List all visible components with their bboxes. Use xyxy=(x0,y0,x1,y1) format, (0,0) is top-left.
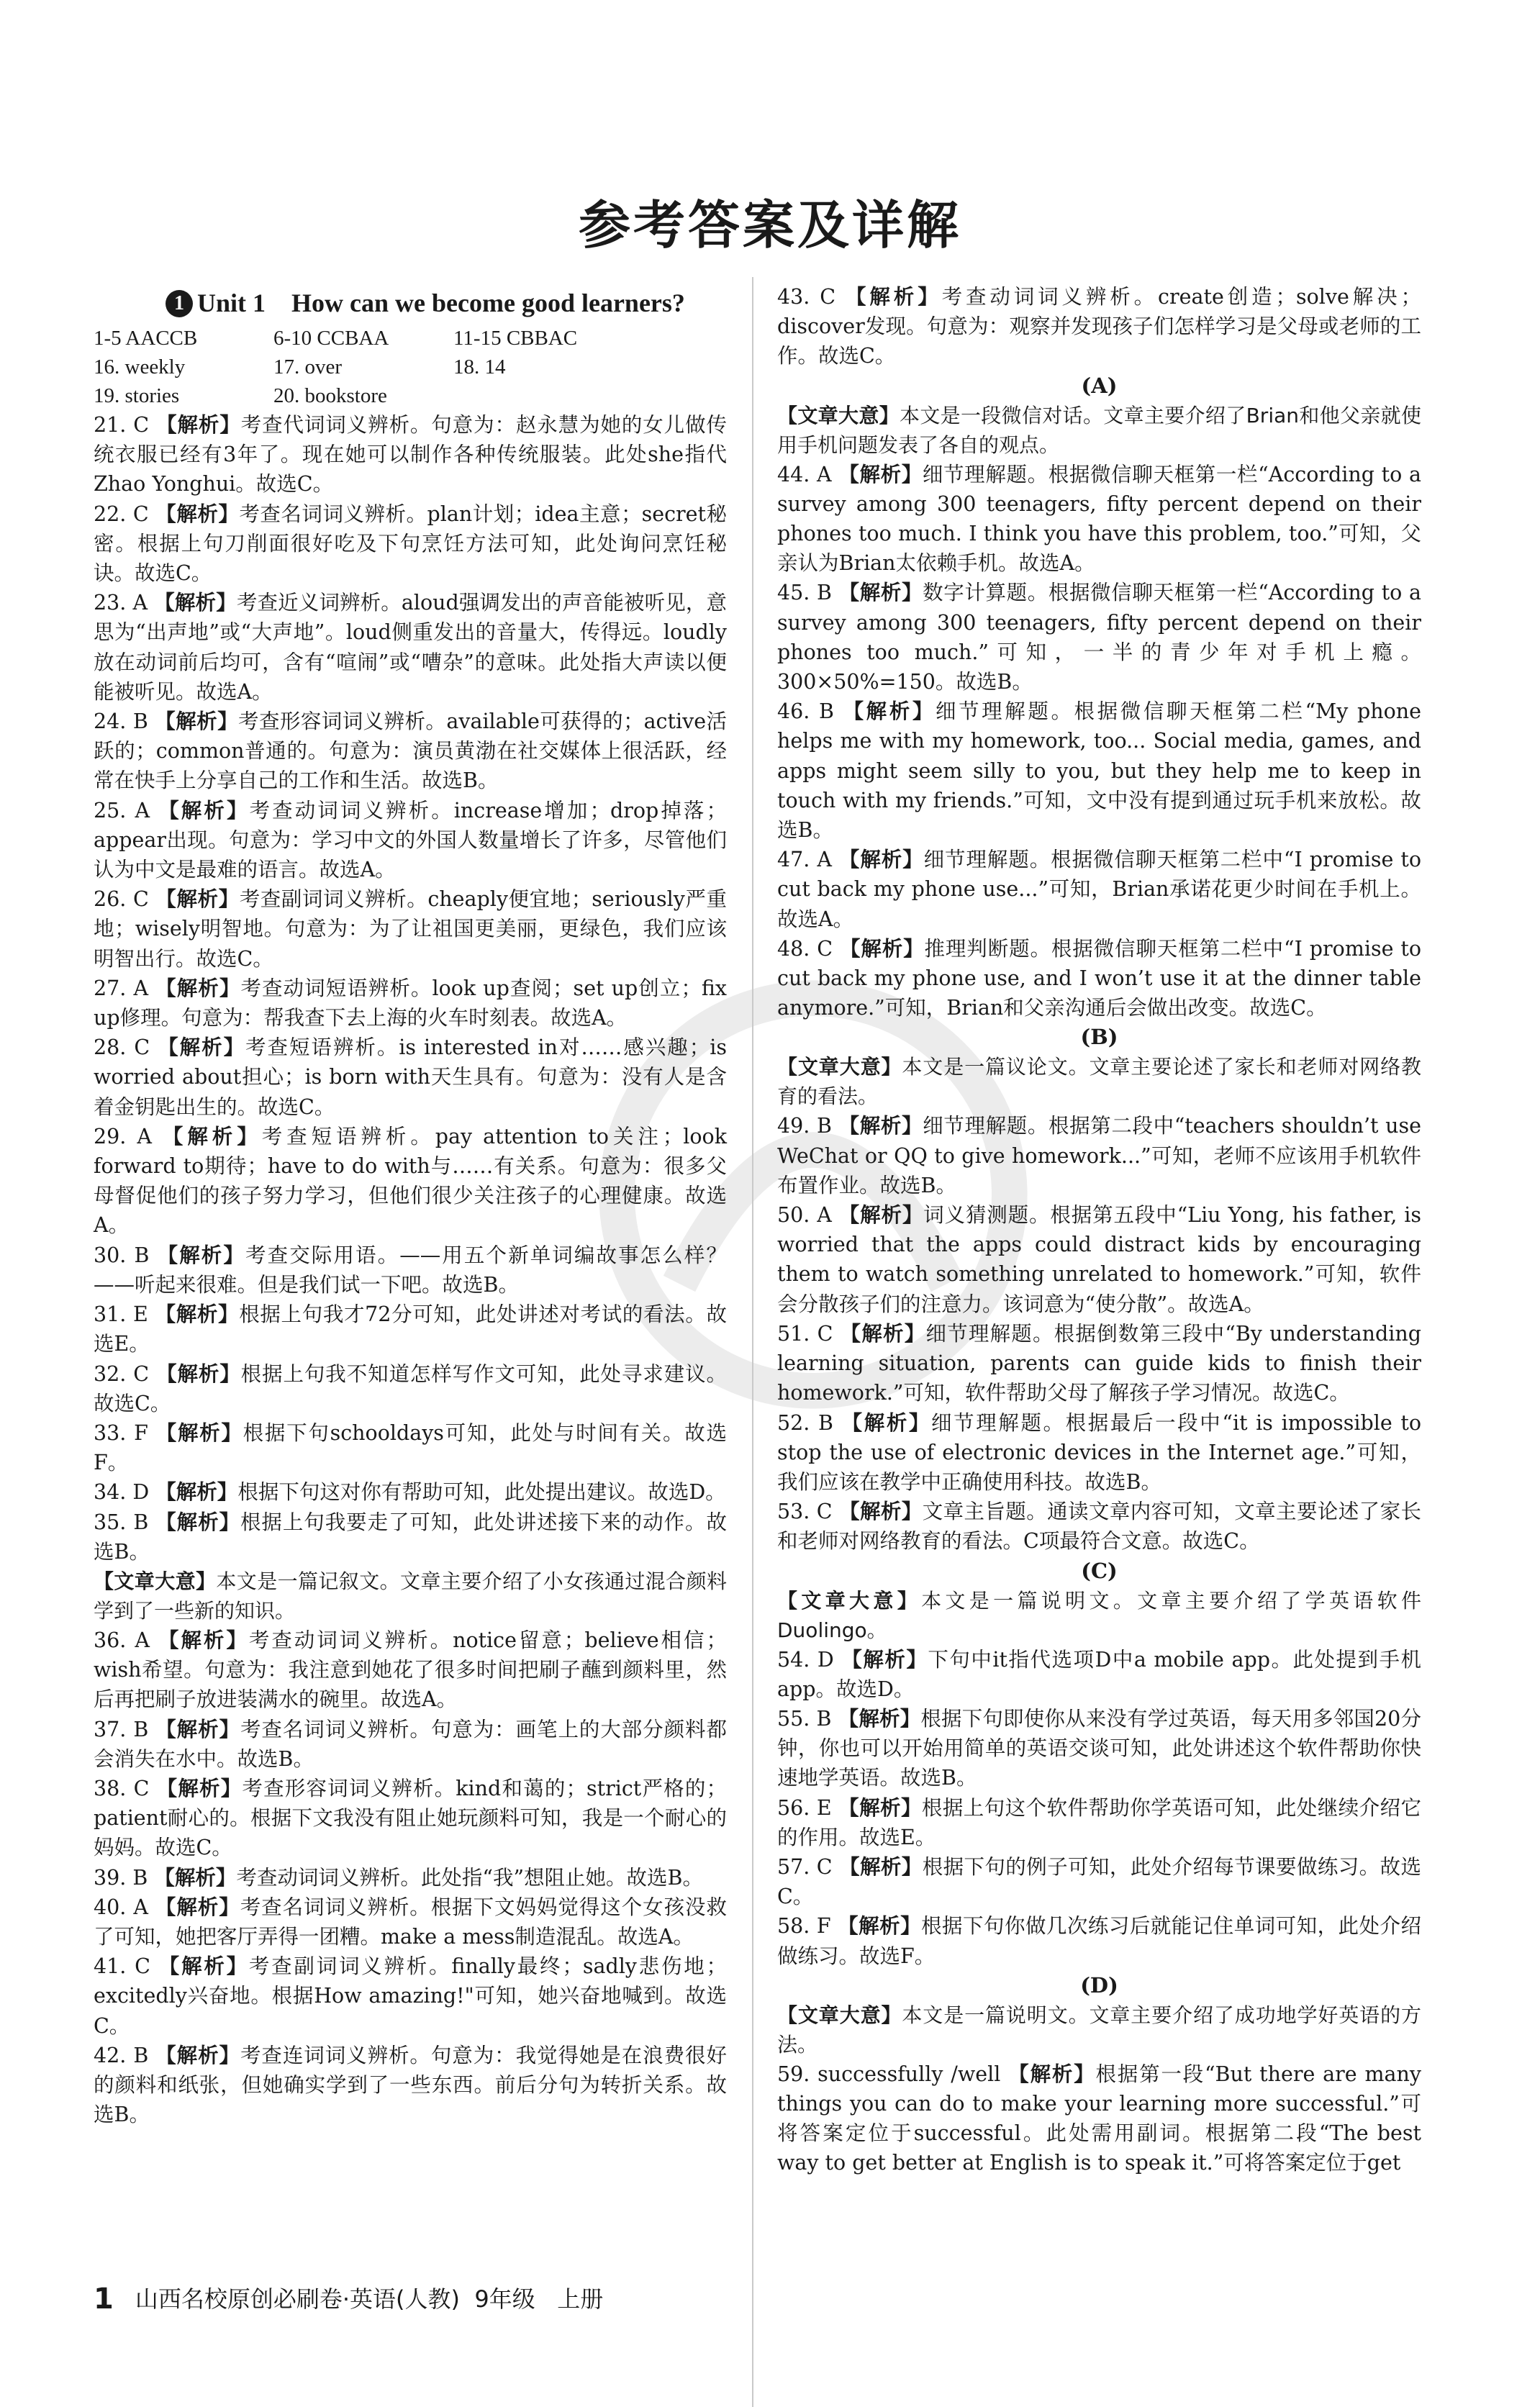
question-answer: 28. C xyxy=(94,1035,158,1060)
question-answer: 41. C xyxy=(94,1954,159,1979)
question-answer: 38. C xyxy=(94,1776,157,1800)
explanation-text: 考查形容词词义辨析。kind和蔼的；strict严格的；patient耐心的。根据下文我没有阻止她玩颜料可知，我是一个耐心的妈妈。故选C。 xyxy=(94,1776,728,1860)
answer-explanation xyxy=(94,1626,727,1715)
explanation-text: 考查形容词词义辨析。available可获得的；active活跃的；common普通的。句意为：演员黄渤在社交媒体上很活跃，经常在快手上分享自己的工作和生活。故选B。 xyxy=(94,710,727,793)
explanation-text: 细节理解题。根据最后一段中“it is impossible to stop the use of electronic devices in the Internet age.”可知，我们应该在教学中正确使用科技。故选B。 xyxy=(777,1410,1421,1494)
answer-cell: 16. weekly xyxy=(94,355,186,378)
question-answer: 30. B xyxy=(94,1243,158,1267)
page-title: 参考答案及详解 xyxy=(578,195,961,255)
question-answer: 58. F xyxy=(777,1914,838,1939)
answer-cell: 19. stories xyxy=(94,384,180,407)
answer-cell: 18. 14 xyxy=(453,355,506,378)
explanation-text: 根据上句我要走了可知，此处讲述接下来的动作。故选B。 xyxy=(94,1510,727,1564)
explanation-text: 考查动词词义辨析。create创造；solve解决；discover发现。句意为：观察并发现孩子们怎样学习是父母或老师的工作。故选C。 xyxy=(777,285,1421,368)
right-column xyxy=(777,282,1421,2178)
volume-label: 上册 xyxy=(557,2285,604,2313)
explanation-text: 根据上句我不知道怎样写作文可知，此处寻求建议。故选C。 xyxy=(94,1361,727,1415)
question-answer: 26. C xyxy=(94,887,156,912)
explanation-text: 下句中it指代选项D中a mobile app。此处提到手机app。故选D。 xyxy=(777,1647,1421,1701)
left-explanations xyxy=(94,410,727,2129)
explanation-text: 本文是一篇说明文。文章主要介绍了学英语软件Duolingo。 xyxy=(777,1588,1421,1642)
unit-title: How can we become good learners? xyxy=(291,289,685,317)
explanation-tag: 【解析】 xyxy=(838,1795,922,1820)
explanation-text: 细节理解题。根据倒数第三段中“By understanding learning situation, parents can guide kids to finish their homework.”可知，软件帮助父母了解孩子学习情况。故选C。 xyxy=(777,1321,1421,1405)
explanation-tag: 【文章大意】 xyxy=(777,1055,902,1079)
answer-explanation xyxy=(777,460,1421,579)
answer-explanation xyxy=(777,1704,1421,1793)
explanation-text: 根据下句即使你从来没有学过英语，每天用多邻国20分钟，你也可以开始用简单的英语交谈可知，此处讲述这个软件帮助你快速地学英语。故选B。 xyxy=(777,1706,1421,1790)
question-answer: 29. A xyxy=(94,1124,163,1148)
explanation-tag: 【解析】 xyxy=(158,1035,246,1060)
explanation-tag: 【解析】 xyxy=(157,1242,245,1267)
answer-explanation xyxy=(94,884,727,974)
explanation-tag: 【解析】 xyxy=(156,1361,241,1386)
passage-summary xyxy=(777,1586,1421,1645)
explanation-text: 推理判断题。根据微信聊天框第二栏中“I promise to cut back my phone use, and I won’t use it at the dinner table anymore.”可知，Brian和父亲沟通后会做出改变。故选C。 xyxy=(777,936,1421,1020)
question-answer: 33. F xyxy=(94,1420,156,1445)
question-answer: 24. B xyxy=(94,710,155,734)
explanation-tag: 【解析】 xyxy=(158,1954,249,1979)
book-title: 山西名校原创必刷卷·英语(人教) xyxy=(135,2285,460,2313)
explanation-text: 考查动词短语辨析。look up查阅；set up创立；fix up修理。句意为：帮我查下去上海的火车时刻表。故选A。 xyxy=(94,976,727,1030)
explanation-tag: 【解析】 xyxy=(838,461,923,486)
answer-explanation xyxy=(94,707,727,796)
unit-heading xyxy=(166,282,727,324)
question-answer: 55. B xyxy=(777,1706,838,1731)
explanation-tag: 【解析】 xyxy=(155,1509,240,1534)
explanation-text: 根据上句我才72分可知，此处讲述对考试的看法。故选E。 xyxy=(94,1302,727,1356)
question-answer: 23. A xyxy=(94,591,155,615)
question-answer: 44. A xyxy=(777,462,839,486)
answer-explanation xyxy=(94,1418,727,1477)
answer-explanation xyxy=(94,1033,727,1122)
explanation-text: 考查短语辨析。is interested in对……感兴趣；is worried about担心；is born with天生具有。句意为：没有人是含着金钥匙出生的。故选C。 xyxy=(94,1035,728,1119)
explanation-tag: 【解析】 xyxy=(843,699,936,724)
answer-key-grid xyxy=(94,324,727,410)
explanation-text: 考查名词词义辨析。plan计划；idea主意；secret秘密。根据上句刀削面很好吃及下句烹饪方法可知，此处询问烹饪秘诀。故选C。 xyxy=(94,502,727,586)
passage-summary xyxy=(777,2000,1421,2059)
answer-cell: 20. bookstore xyxy=(273,384,387,407)
question-answer: 52. B xyxy=(777,1410,842,1435)
explanation-tag: 【解析】 xyxy=(838,847,924,872)
explanation-tag: 【解析】 xyxy=(155,709,239,734)
explanation-text: 细节理解题。根据微信聊天框第二栏中“I promise to cut back my phone use...”可知，Brian承诺花更少时间在手机上。故选A。 xyxy=(777,848,1421,931)
question-answer: 42. B xyxy=(94,2043,156,2067)
answer-explanation xyxy=(94,1508,727,1567)
explanation-tag: 【解析】 xyxy=(154,1864,237,1890)
explanation-tag: 【解析】 xyxy=(839,1854,923,1879)
question-answer: 57. C xyxy=(777,1854,840,1879)
explanation-tag: 【解析】 xyxy=(841,1410,932,1435)
answer-explanation xyxy=(777,1911,1421,1970)
explanation-text: 本文是一段微信对话。文章主要介绍了Brian和他父亲就使用手机问题发表了各自的观点。 xyxy=(777,403,1421,457)
explanation-tag: 【文章大意】 xyxy=(777,403,900,427)
answer-cell: 11-15 CBBAC xyxy=(453,327,578,350)
explanation-text: 考查副词词义辨析。finally最终；sadly悲伤地；excitedly兴奋地。根据How amazing!"可知，她兴奋地喊到。故选C。 xyxy=(94,1954,727,2038)
explanation-text: 细节理解题。根据微信聊天框第二栏“My phone helps me with my homework, too... Social media, games, and apps might seem silly to you, but they help me to keep in touch with my friends.”可知，文中没有提到通过玩手机来放松。故选B。 xyxy=(777,699,1421,843)
answer-explanation xyxy=(94,1774,727,1863)
explanation-tag: 【解析】 xyxy=(155,1479,238,1505)
explanation-text: 细节理解题。根据第二段中“teachers shouldn’t use WeChat or QQ to give homework...”可知，老师不应该用手机软件布置作业。故选B。 xyxy=(777,1114,1421,1197)
answer-explanation xyxy=(94,1300,727,1359)
explanation-tag: 【解析】 xyxy=(155,1894,240,1919)
explanation-text: 细节理解题。根据微信聊天框第一栏“According to a survey among 300 teenagers, fifty percent depend on their phones too much. I think you have this problem, too.”可知，父亲认为Brian太依赖手机。故选A。 xyxy=(777,462,1421,576)
column-divider xyxy=(752,277,753,2407)
explanation-text: 考查连词词义辨析。句意为：我觉得她是在浪费很好的颜料和纸张，但她确实学到了一些东西。前后分句为转折关系。故选B。 xyxy=(94,2043,727,2127)
explanation-tag: 【解析】 xyxy=(158,797,250,822)
unit-label: Unit 1 xyxy=(197,289,266,317)
explanation-tag: 【解析】 xyxy=(155,2042,240,2067)
question-answer: 50. A xyxy=(777,1203,839,1228)
answer-cell: 6-10 CCBAA xyxy=(273,327,389,350)
explanation-text: 根据下句schooldays可知，此处与时间有关。故选F。 xyxy=(94,1420,728,1475)
answer-explanation xyxy=(777,1497,1421,1556)
answer-explanation xyxy=(777,282,1421,371)
question-answer: 47. A xyxy=(777,848,839,872)
answer-explanation xyxy=(94,410,727,499)
answer-explanation xyxy=(94,1863,727,1892)
explanation-text: 考查副词词义辨析。cheaply便宜地；seriously严重地；wisely明智地。句意为：为了让祖国更美丽，更绿色，我们应该明智出行。故选C。 xyxy=(94,887,727,971)
answer-explanation xyxy=(94,974,727,1033)
explanation-text: 根据上句这个软件帮助你学英语可知，此处继续介绍它的作用。故选E。 xyxy=(777,1795,1421,1849)
explanation-tag: 【文章大意】 xyxy=(777,2003,902,2027)
explanation-text: 考查名词词义辨析。根据下文妈妈觉得这个女孩没救了可知，她把客厅弄得一团糟。make a mess制造混乱。故选A。 xyxy=(94,1895,727,1949)
answer-explanation xyxy=(777,1111,1421,1200)
answer-explanation xyxy=(777,697,1421,845)
explanation-text: 根据下句这对你有帮助可知，此处提出建议。故选D。 xyxy=(237,1480,726,1505)
explanation-text: 考查动词词义辨析。此处指“我”想阻止她。故选B。 xyxy=(236,1865,703,1890)
explanation-tag: 【解析】 xyxy=(838,1705,921,1731)
explanation-tag: 【解析】 xyxy=(156,1775,243,1800)
explanation-text: 数字计算题。根据微信聊天框第一栏“According to a survey among 300 teenagers, fifty percent depend on their phones too much.”可知，一半的青少年对手机上瘾。300×50%=150。故选B。 xyxy=(777,581,1421,694)
explanation-tag: 【解析】 xyxy=(156,412,241,437)
right-explanations xyxy=(777,282,1421,2178)
question-answer: 36. A xyxy=(94,1628,158,1652)
explanation-tag: 【解析】 xyxy=(154,590,237,615)
explanation-text: 考查短语辨析。pay attention to关注；look forward to期待；have to do with与……有关系。句意为：很多父母督促他们的孩子努力学习，但他们很少关注孩子的心理健康。故选A。 xyxy=(94,1124,727,1238)
answer-cell: 1-5 AACCB xyxy=(94,327,198,350)
answer-cell: 17. over xyxy=(273,355,343,378)
question-answer: 40. A xyxy=(94,1895,155,1919)
answer-explanation xyxy=(777,578,1421,697)
explanation-tag: 【解析】 xyxy=(155,1420,243,1445)
question-answer: 21. C xyxy=(94,413,157,437)
question-answer: 31. E xyxy=(94,1302,155,1327)
explanation-text: 词义猜测题。根据第五段中“Liu Yong, his father, is worried that the apps could distract kids by encouraging them to watch something unrelated to homework.”可知，软件会分散孩子们的注意力。该词意为“使分散”。故选A。 xyxy=(777,1203,1421,1316)
unit-number-badge: 1 xyxy=(166,290,193,317)
explanation-text: 考查动词词义辨析。notice留意；believe相信；wish希望。句意为：我注意到她花了很多时间把刷子蘸到颜料里，然后再把刷子放进装满水的碗里。故选A。 xyxy=(94,1628,727,1712)
answer-explanation xyxy=(777,1645,1421,1704)
explanation-text: 本文是一篇议论文。文章主要论述了家长和老师对网络教育的看法。 xyxy=(777,1055,1421,1109)
answer-explanation xyxy=(94,588,727,707)
question-answer: 53. C xyxy=(777,1500,840,1524)
answer-explanation xyxy=(94,1892,727,1952)
explanation-text: 根据下句你做几次练习后就能记住单词可知，此处介绍做练习。故选F。 xyxy=(777,1914,1421,1968)
explanation-text: 本文是一篇记叙文。文章主要介绍了小女孩通过混合颜料学到了一些新的知识。 xyxy=(94,1569,727,1623)
question-answer: 22. C xyxy=(94,502,156,526)
question-answer: 37. B xyxy=(94,1717,156,1741)
question-answer: 39. B xyxy=(94,1865,155,1890)
answer-explanation xyxy=(777,1319,1421,1408)
explanation-tag: 【解析】 xyxy=(838,580,923,605)
answer-explanation xyxy=(777,845,1421,934)
explanation-tag: 【解析】 xyxy=(155,887,240,912)
answer-explanation xyxy=(777,934,1421,1023)
passage-summary xyxy=(777,401,1421,460)
explanation-tag: 【解析】 xyxy=(840,1320,926,1346)
explanation-text: 考查名词词义辨析。句意为：画笔上的大部分颜料都会消失在水中。故选B。 xyxy=(94,1717,727,1771)
explanation-tag: 【解析】 xyxy=(838,1113,923,1138)
passage-section-label: (C) xyxy=(1081,1558,1118,1583)
explanation-tag: 【解析】 xyxy=(838,1202,924,1228)
question-answer: 54. D xyxy=(777,1647,842,1672)
explanation-text: 根据第一段“But there are many things you can do to make your learning more successful.”可将答案定位于successful。此处需用副词。根据第二段“The best way to get better at English is to speak it.”可将答案定位于get xyxy=(777,2062,1421,2175)
question-answer: 59. successfully /well xyxy=(777,2062,1009,2086)
answer-explanation xyxy=(94,2041,727,2130)
explanation-tag: 【解析】 xyxy=(840,935,925,961)
passage-summary xyxy=(94,1567,727,1626)
passage-section-label: (D) xyxy=(1080,1972,1118,1998)
question-answer: 35. B xyxy=(94,1510,156,1534)
explanation-tag: 【解析】 xyxy=(162,1123,262,1148)
explanation-tag: 【解析】 xyxy=(155,501,240,526)
explanation-tag: 【解析】 xyxy=(839,1499,923,1524)
question-answer: 34. D xyxy=(94,1480,156,1505)
answer-explanation xyxy=(94,1952,727,2041)
passage-summary xyxy=(777,1052,1421,1111)
answer-cell xyxy=(453,381,669,410)
answer-explanation xyxy=(94,796,727,885)
answer-explanation xyxy=(94,1715,727,1774)
passage-section-label: (B) xyxy=(1080,1025,1118,1050)
question-answer: 51. C xyxy=(777,1321,841,1346)
explanation-tag: 【解析】 xyxy=(158,1627,249,1652)
page-number: 1 xyxy=(94,2283,114,2316)
answer-explanation xyxy=(777,1200,1421,1319)
question-answer: 43. C xyxy=(777,285,846,309)
explanation-tag: 【文章大意】 xyxy=(777,1588,922,1613)
explanation-tag: 【解析】 xyxy=(838,1913,922,1939)
question-answer: 45. B xyxy=(777,581,839,605)
explanation-text: 根据下句的例子可知，此处介绍每节课要做练习。故选C。 xyxy=(777,1854,1421,1909)
answer-explanation xyxy=(94,1241,727,1300)
explanation-tag: 【解析】 xyxy=(155,1716,240,1741)
answer-explanation xyxy=(777,1793,1421,1852)
explanation-text: 考查近义词辨析。aloud强调发出的声音能被听见，意思为“出声地”或“大声地”。loud侧重发出的音量大，传得远。loudly放在动词前后均可，含有“喧闹”或“嘈杂”的意味。此处指大声读以便能被听见。故选A。 xyxy=(94,591,727,704)
question-answer: 46. B xyxy=(777,699,843,724)
question-answer: 25. A xyxy=(94,798,159,822)
explanation-text: 考查代词词义辨析。句意为：赵永慧为她的女儿做传统衣服已经有3年了。现在她可以制作各种传统服装。此处she指代Zhao Yonghui。故选C。 xyxy=(94,413,727,497)
explanation-text: 考查动词词义辨析。increase增加；drop掉落；appear出现。句意为：学习中文的外国人数量增长了许多，尽管他们认为中文是最难的语言。故选A。 xyxy=(94,798,727,882)
explanation-tag: 【解析】 xyxy=(846,284,942,309)
explanation-tag: 【解析】 xyxy=(1008,2061,1096,2086)
answer-explanation xyxy=(777,2059,1421,2178)
passage-section-label: (A) xyxy=(1081,373,1118,398)
question-answer: 56. E xyxy=(777,1795,839,1820)
answer-explanation xyxy=(94,1359,727,1418)
explanation-tag: 【解析】 xyxy=(841,1646,928,1672)
question-answer: 48. C xyxy=(777,936,841,961)
answer-explanation xyxy=(94,1477,727,1507)
explanation-tag: 【解析】 xyxy=(155,1302,240,1327)
explanation-text: 考查交际用语。——用五个新单词编故事怎么样？——听起来很难。但是我们试一下吧。故选B。 xyxy=(94,1243,727,1297)
grade-label: 9年级 xyxy=(474,2285,535,2313)
explanation-text: 文章主旨题。通读文章内容可知，文章主要论述了家长和老师对网络教育的看法。C项最符合文意。故选C。 xyxy=(777,1500,1421,1554)
question-answer: 32. C xyxy=(94,1361,157,1386)
answer-explanation xyxy=(777,1408,1421,1497)
explanation-tag: 【文章大意】 xyxy=(94,1569,217,1593)
left-column xyxy=(94,282,727,2129)
explanation-text: 本文是一篇说明文。文章主要介绍了成功地学好英语的方法。 xyxy=(777,2003,1421,2057)
answer-explanation xyxy=(777,1852,1421,1911)
page-footer xyxy=(94,2281,603,2316)
question-answer: 49. B xyxy=(777,1114,839,1138)
answer-explanation xyxy=(94,499,727,589)
answer-explanation xyxy=(94,1122,727,1241)
explanation-tag: 【解析】 xyxy=(155,975,241,1000)
question-answer: 27. A xyxy=(94,976,156,1000)
